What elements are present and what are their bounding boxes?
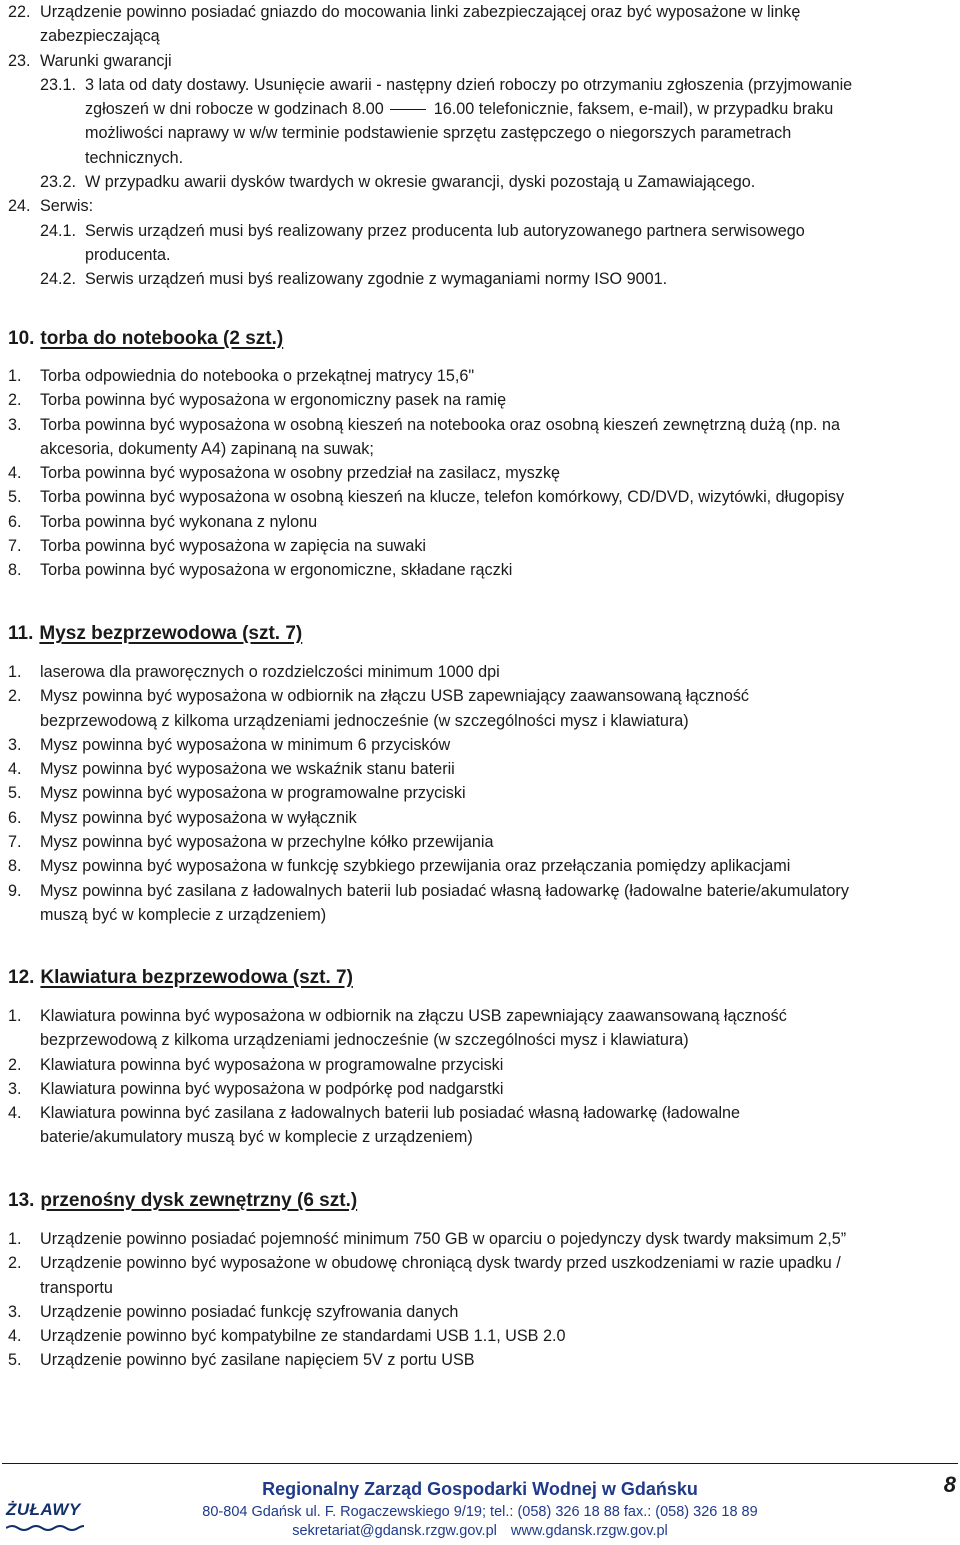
list-item-continuation xyxy=(0,437,960,461)
item-text: Torba powinna być wyposażona w ergonomiczne, składane rączki xyxy=(40,561,513,580)
item-text: 3 lata od daty dostawy. Usunięcie awarii - następny dzień roboczy po otrzymaniu zgłoszenia (przyjmowanie xyxy=(85,75,853,94)
list-item xyxy=(0,781,960,805)
page-number: 8 xyxy=(943,1472,956,1497)
section-list-keyboard xyxy=(0,1004,960,1150)
footer-email-link[interactable]: sekretariat@gdansk.rzgw.gov.pl xyxy=(292,1523,497,1539)
item-text: Serwis: xyxy=(40,197,94,216)
list-item xyxy=(0,1324,960,1348)
item-number: 4. xyxy=(8,464,22,483)
item-text: Mysz powinna być zasilana z ładowalnych baterii lub posiadać własną ładowarkę (ładowalne baterie/akumulatory xyxy=(40,881,849,900)
item-text: bezprzewodową z kilkoma urządzeniami jednocześnie (w szczególności mysz i klawiatura) xyxy=(40,1031,689,1050)
item-text: Mysz powinna być wyposażona w wyłącznik xyxy=(40,808,357,827)
section-title: torba do notebooka (2 szt.) xyxy=(40,328,284,349)
section-heading xyxy=(8,620,302,648)
list-item xyxy=(0,1053,960,1077)
list-item xyxy=(0,364,960,388)
list-item xyxy=(0,0,960,24)
list-item xyxy=(0,413,960,437)
list-item xyxy=(0,830,960,854)
list-item-continuation xyxy=(0,1276,960,1300)
list-item xyxy=(0,485,960,509)
item-number: 6. xyxy=(8,808,22,827)
list-item xyxy=(0,1348,960,1372)
section-number: 12. xyxy=(8,967,35,988)
item-text: Serwis urządzeń musi byś realizowany zgodnie z wymaganiami normy ISO 9001. xyxy=(85,270,668,289)
footer-contacts xyxy=(0,1521,960,1541)
section-title: Klawiatura bezprzewodowa (szt. 7) xyxy=(40,967,353,988)
item-number: 6. xyxy=(8,512,22,531)
item-text: Urządzenie powinno posiadać funkcję szyfrowania danych xyxy=(40,1302,459,1321)
item-text: muszą być w komplecie z urządzeniem) xyxy=(40,905,327,924)
item-number: 2. xyxy=(8,1254,22,1273)
item-number: 8. xyxy=(8,561,22,580)
item-number: 4. xyxy=(8,1327,22,1346)
list-item xyxy=(0,558,960,582)
item-number: 5. xyxy=(8,488,22,507)
sub-item xyxy=(0,73,960,97)
footer-website-link[interactable]: www.gdansk.rzgw.gov.pl xyxy=(510,1523,668,1539)
item-number: 24.2. xyxy=(40,270,77,289)
list-item xyxy=(0,1300,960,1324)
item-number: 3. xyxy=(8,1302,22,1321)
item-number: 1. xyxy=(8,367,22,385)
logo-text: ŻUŁAWY xyxy=(6,1500,81,1519)
list-item xyxy=(0,194,960,218)
item-text: W przypadku awarii dysków twardych w okresie gwarancji, dyski pozostają u Zamawiającego. xyxy=(85,173,756,192)
list-item xyxy=(0,660,960,684)
section-list-disk xyxy=(0,1227,960,1373)
list-item xyxy=(0,1227,960,1251)
footer-divider xyxy=(2,1463,958,1464)
item-text: laserowa dla praworęcznych o rozdzielczości minimum 1000 dpi xyxy=(40,663,500,681)
list-item xyxy=(0,854,960,878)
item-number: 7. xyxy=(8,833,22,852)
section-number: 13. xyxy=(8,1190,35,1211)
section-list-bag xyxy=(0,364,960,583)
item-text: Urządzenie powinno być kompatybilne ze standardami USB 1.1, USB 2.0 xyxy=(40,1327,566,1346)
item-text: baterie/akumulatory muszą być w komplecie z urządzeniem) xyxy=(40,1128,473,1147)
item-text: Mysz powinna być wyposażona w minimum 6 przycisków xyxy=(40,735,451,754)
section-number: 10. xyxy=(8,328,35,349)
item-text: Urządzenie powinno posiadać gniazdo do mocowania linki zabezpieczającej oraz być wyposażone w linkę xyxy=(40,3,801,21)
item-text: możliwości naprawy w w/w terminie podstawienie sprzętu zastępczego o niegorszych parametrach xyxy=(85,124,792,143)
item-number: 5. xyxy=(8,784,22,803)
item-text: Urządzenie powinno posiadać pojemność minimum 750 GB w oparciu o pojedynczy dysk twardy maksimum 2,5” xyxy=(40,1230,847,1248)
section-list-mouse xyxy=(0,660,960,927)
item-number: 3. xyxy=(8,735,22,754)
item-text: Klawiatura powinna być wyposażona w podpórkę pod nadgarstki xyxy=(40,1079,504,1098)
list-item-continuation xyxy=(0,24,960,48)
item-number: 3. xyxy=(8,415,22,434)
list-item xyxy=(0,510,960,534)
item-number: 23.2. xyxy=(40,173,77,192)
section-heading xyxy=(8,964,353,992)
item-text: bezprzewodową z kilkoma urządzeniami jednocześnie (w szczególności mysz i klawiatura) xyxy=(40,711,689,730)
sub-item-continuation xyxy=(0,97,960,121)
item-number: 24. xyxy=(8,197,31,216)
item-text: Torba powinna być wyposażona w osobną kieszeń na notebooka oraz osobną kieszeń zewnętrzną dużą (np. na xyxy=(40,415,840,434)
list-item xyxy=(0,1251,960,1275)
item-text: akcesoria, dokumenty A4) zapinaną na suwak; xyxy=(40,439,374,458)
item-text: Warunki gwarancji xyxy=(40,51,172,70)
item-text: Torba powinna być wyposażona w osobny przedział na zasilacz, myszkę xyxy=(40,464,561,483)
item-text: producenta. xyxy=(85,245,171,264)
item-number: 4. xyxy=(8,760,22,779)
section-heading xyxy=(8,325,283,353)
item-number: 4. xyxy=(8,1104,22,1123)
sub-item-continuation xyxy=(0,146,960,170)
list-item xyxy=(0,684,960,708)
list-item xyxy=(0,757,960,781)
item-number: 1. xyxy=(8,1230,22,1248)
sub-item xyxy=(0,170,960,194)
list-item-continuation xyxy=(0,1028,960,1052)
item-text: technicznych. xyxy=(85,148,184,167)
item-number: 1. xyxy=(8,1007,22,1025)
section-title: przenośny dysk zewnętrzny (6 szt.) xyxy=(40,1190,358,1211)
footer-address: 80-804 Gdańsk ul. F. Rogaczewskiego 9/19; tel.: (058) 326 18 88 fax.: (058) 326 18 89 xyxy=(202,1504,758,1520)
list-item xyxy=(0,806,960,830)
item-text: Mysz powinna być wyposażona w funkcję szybkiego przewijania oraz przełączania pomiędzy aplikacjami xyxy=(40,857,791,876)
section-title: Mysz bezprzewodowa (szt. 7) xyxy=(39,623,303,644)
hours-text-tail: 16.00 telefonicznie, faksem, e-mail), w przypadku braku xyxy=(433,100,834,119)
item-number: 7. xyxy=(8,537,22,556)
item-number: 22. xyxy=(8,3,31,21)
sub-item xyxy=(0,267,960,291)
item-text: Urządzenie powinno być wyposażone w obudowę chroniącą dysk twardy przed uszkodzeniami w razie upadku / xyxy=(40,1254,841,1273)
item-text: Mysz powinna być wyposażona w programowalne przyciski xyxy=(40,784,466,803)
list-item xyxy=(0,534,960,558)
list-item-continuation xyxy=(0,1125,960,1149)
item-number: 2. xyxy=(8,687,22,706)
section-heading xyxy=(8,1187,357,1215)
item-text: transportu xyxy=(40,1278,113,1297)
item-text: Torba powinna być wykonana z nylonu xyxy=(40,512,318,531)
item-text: Mysz powinna być wyposażona w przechylne kółko przewijania xyxy=(40,833,494,852)
item-text: Torba powinna być wyposażona w ergonomiczny pasek na ramię xyxy=(40,391,507,410)
item-text: Klawiatura powinna być wyposażona w odbiornik na złączu USB zapewniający zaawansowaną łączność xyxy=(40,1007,787,1025)
item-text: Torba odpowiednia do notebooka o przekątnej matrycy 15,6" xyxy=(40,367,475,385)
item-number: 3. xyxy=(8,1079,22,1098)
item-number: 2. xyxy=(8,391,22,410)
item-number: 23. xyxy=(8,51,31,70)
list-item xyxy=(0,1004,960,1028)
footer-organization: Regionalny Zarząd Gospodarki Wodnej w Gdańsku xyxy=(262,1479,698,1499)
list-item xyxy=(0,733,960,757)
list-item xyxy=(0,49,960,73)
item-text: zabezpieczającą xyxy=(40,27,160,46)
dash-separator xyxy=(390,109,426,110)
warranty-service-block xyxy=(0,0,960,292)
item-text: Klawiatura powinna być zasilana z ładowalnych baterii lub posiadać własną ładowarkę (ładowalne xyxy=(40,1104,741,1123)
hours-text: zgłoszeń w dni robocze w godzinach 8.00 xyxy=(85,100,384,119)
item-number: 2. xyxy=(8,1055,22,1074)
section-number: 11. xyxy=(8,623,34,644)
list-item xyxy=(0,461,960,485)
list-item xyxy=(0,388,960,412)
list-item xyxy=(0,1101,960,1125)
list-item xyxy=(0,1077,960,1101)
item-text: Torba powinna być wyposażona w osobną kieszeń na klucze, telefon komórkowy, CD/DVD, wizytówki, długopisy xyxy=(40,488,845,507)
list-item-continuation xyxy=(0,709,960,733)
list-item xyxy=(0,879,960,903)
item-text: Torba powinna być wyposażona w zapięcia na suwaki xyxy=(40,537,427,556)
item-number: 8. xyxy=(8,857,22,876)
item-number: 23.1. xyxy=(40,75,77,94)
item-number: 1. xyxy=(8,663,22,681)
sub-item xyxy=(0,219,960,243)
item-number: 5. xyxy=(8,1351,22,1370)
item-text: Klawiatura powinna być wyposażona w programowalne przyciski xyxy=(40,1055,504,1074)
item-text: Serwis urządzeń musi byś realizowany przez producenta lub autoryzowanego partnera serwisowego xyxy=(85,221,805,240)
item-text: Mysz powinna być wyposażona we wskaźnik stanu baterii xyxy=(40,760,455,779)
item-text: Mysz powinna być wyposażona w odbiornik na złączu USB zapewniający zaawansowaną łączność xyxy=(40,687,750,706)
sub-item-continuation xyxy=(0,243,960,267)
item-number: 9. xyxy=(8,881,22,900)
item-text: Urządzenie powinno być zasilane napięciem 5V z portu USB xyxy=(40,1351,475,1370)
sub-item-continuation xyxy=(0,121,960,145)
item-text xyxy=(85,97,833,121)
item-number: 24.1. xyxy=(40,221,77,240)
list-item-continuation xyxy=(0,903,960,927)
